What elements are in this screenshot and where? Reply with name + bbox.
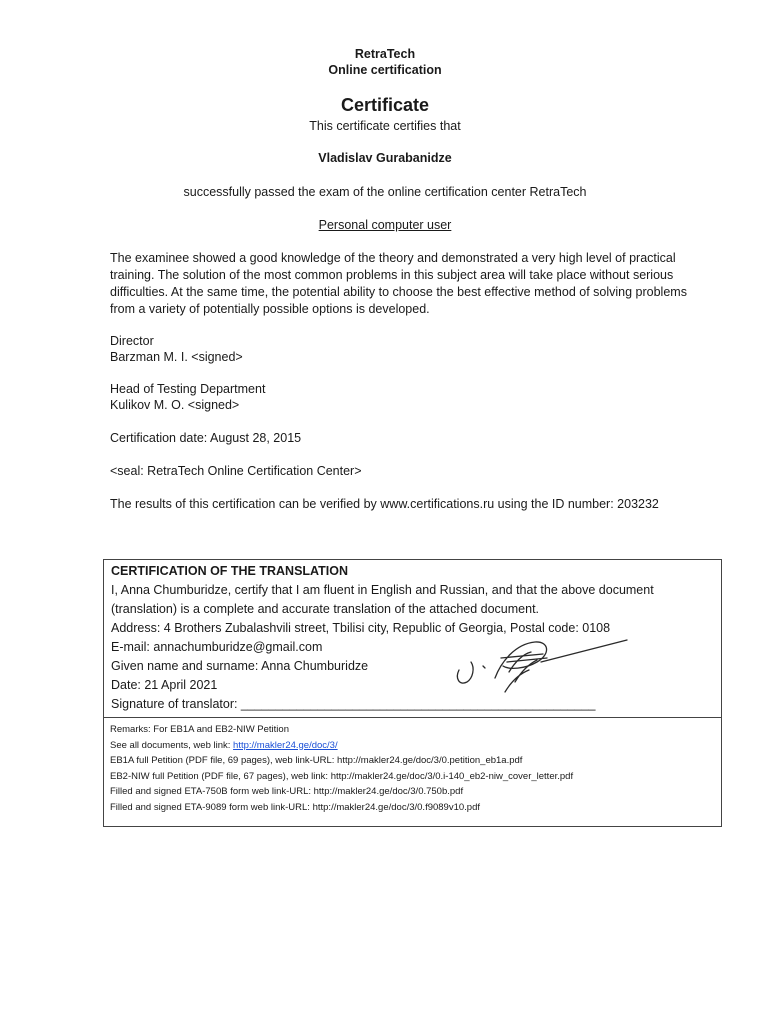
signature-stroke-1 (457, 662, 473, 683)
translator-email: E-mail: annachumburidze@gmail.com (111, 640, 323, 654)
org-subtitle: Online certification (328, 63, 442, 77)
recipient-name: Vladislav Gurabanidze (318, 151, 452, 165)
translation-line-2: (translation) is a complete and accurate translation of the attached document. (111, 602, 540, 616)
translator-address: Address: 4 Brothers Zubalashvili street, Tbilisi city, Republic of Georgia, Postal code: 0108 (111, 621, 611, 635)
remarks-eta750: Filled and signed ETA-750B form web link-URL: http://makler24.ge/doc/3/0.750b.pdf (110, 786, 464, 797)
head-name: Kulikov M. O. <signed> (110, 398, 240, 412)
translator-signature-image (445, 632, 635, 697)
certifies-text: This certificate certifies that (309, 119, 461, 133)
remarks-eta9089: Filled and signed ETA-9089 form web link-URL: http://makler24.ge/doc/3/0.f9089v10.pdf (110, 801, 480, 813)
header (0, 46, 770, 78)
head-title: Head of Testing Department (110, 382, 266, 396)
remarks-title: Remarks: For EB1A and EB2-NIW Petition (110, 724, 289, 735)
remarks-eb2: EB2-NIW full Petition (PDF file, 67 pages), web link: http://makler24.ge/doc/3/0.i-140_eb2-niw_cover_letter.pdf (110, 770, 574, 782)
description-paragraph: The examinee showed a good knowledge of the theory and demonstrated a very high level of practical training. The solution of the most common problems in this subject area will take place without serious difficulties. At the same time, the potential ability to choose the best effective method of solving problems from a variety of potentially possible options is developed. (110, 251, 687, 316)
translator-name: Given name and surname: Anna Chumburidze (111, 659, 369, 673)
passed-text: successfully passed the exam of the online certification center RetraTech (183, 185, 587, 199)
director-name: Barzman M. I. <signed> (110, 350, 243, 364)
director-title: Director (110, 334, 154, 348)
remarks-see-all (110, 738, 715, 754)
certification-date: Certification date: August 28, 2015 (110, 431, 302, 445)
translation-date: Date: 21 April 2021 (111, 678, 218, 692)
signature-stroke-3 (505, 652, 537, 692)
translator-signature-line: Signature of translator: ___________________________________________________ (111, 697, 596, 711)
remarks-eb1a: EB1A full Petition (PDF file, 69 pages), web link-URL: http://makler24.ge/doc/3/0.petition_eb1a.pdf (110, 755, 523, 766)
subject-line (0, 218, 770, 232)
subject-text: Personal computer user (318, 218, 452, 232)
org-name: RetraTech (354, 47, 416, 61)
translation-heading: CERTIFICATION OF THE TRANSLATION (111, 564, 349, 578)
seal-text: <seal: RetraTech Online Certification Center> (110, 464, 362, 478)
certificate-title: Certificate (340, 95, 430, 115)
translation-line-1: I, Anna Chumburidze, certify that I am fluent in English and Russian, and that the above document (111, 583, 654, 597)
see-all-prefix: See all documents, web link: (110, 739, 234, 751)
signature-tail (541, 640, 627, 662)
see-all-link[interactable]: http://makler24.ge/doc/3/ (233, 739, 338, 751)
remarks-box (103, 717, 722, 827)
signature-dot (483, 666, 485, 668)
verify-text: The results of this certification can be verified by www.certifications.ru using the ID number: 203232 (110, 497, 659, 511)
